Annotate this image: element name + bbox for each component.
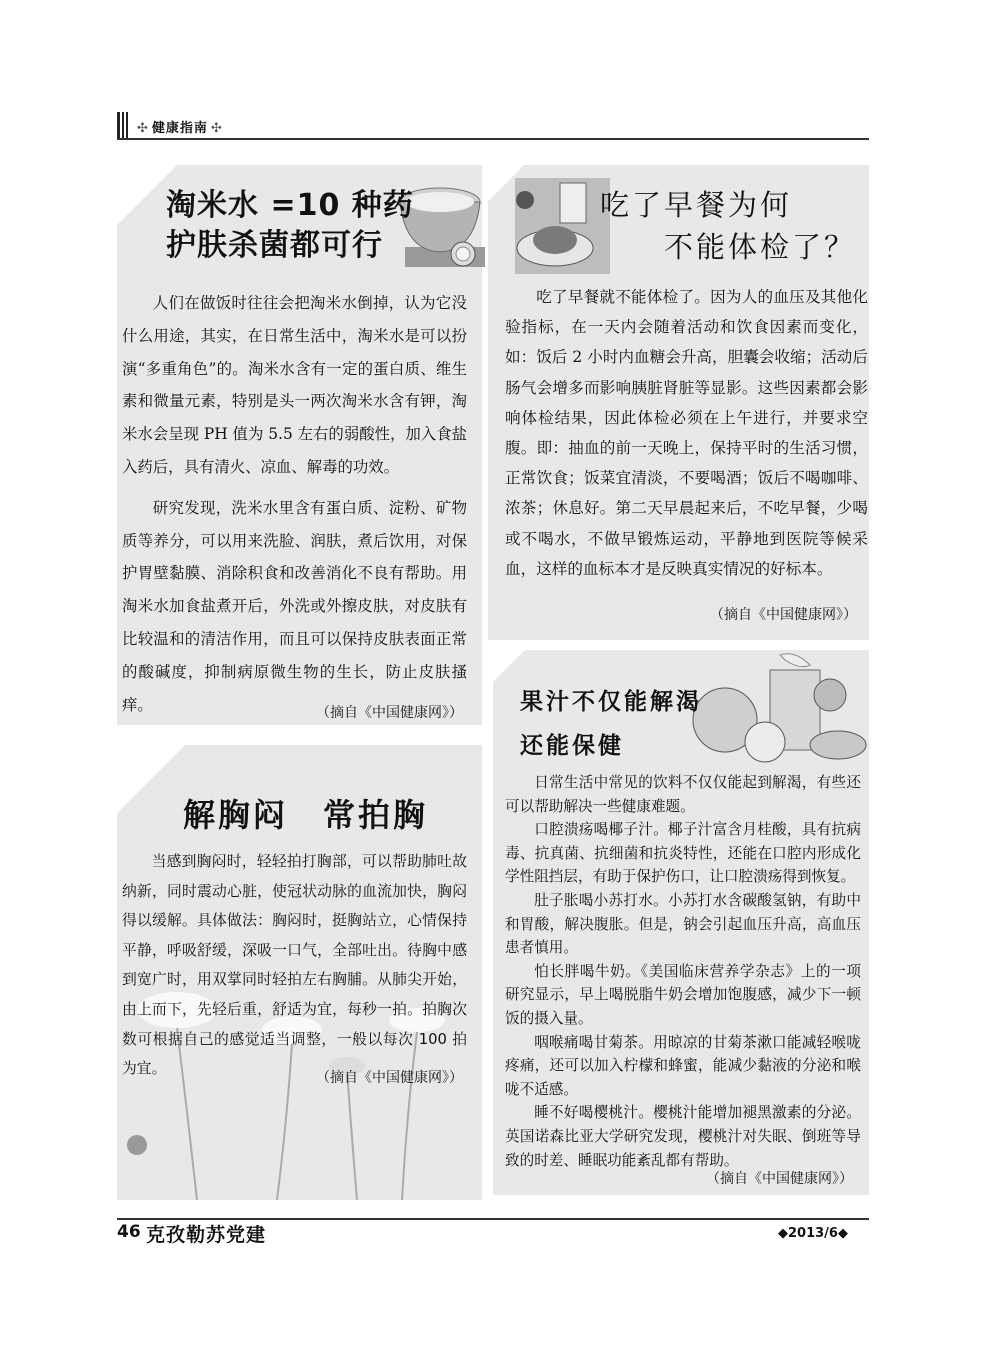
article1-source: （摘自《中国健康网》） (316, 705, 463, 721)
article1-title-line1: 淘米水 =10 种药 (166, 188, 414, 223)
section-title: 健康指南 (151, 121, 208, 136)
paragraph: 肚子胀喝小苏打水。小苏打水含碳酸氢钠，有助中和胃酸，解决腹胀。但是，钠会引起血压升高，高血压患者慎用。 (505, 891, 861, 957)
article4-title-line1: 果汁不仅能解渴 (520, 689, 702, 715)
issue-date: ◆2013/6◆ (778, 1226, 848, 1241)
paragraph: 口腔溃疡喝椰子汁。椰子汁富含月桂酸，具有抗病毒、抗真菌、抗细菌和抗炎特性，还能在口腔内形成化学性阻挡层，有助于保护伤口，让口腔溃疡得到恢复。 (505, 821, 861, 886)
article1-title-line2: 护肤杀菌都可行 (166, 228, 383, 263)
header-bars (117, 112, 131, 138)
article2-title (600, 184, 870, 268)
article2-body (505, 282, 868, 584)
header-rule (117, 138, 869, 140)
ornament-icon: ✣ (137, 121, 149, 136)
paragraph: 怕长胖喝牛奶。《美国临床营养学杂志》上的一项研究显示，早上喝脱脂牛奶会增加饱腹感，减少下一顿饭的摄入量。 (505, 962, 861, 1027)
article4-source: （摘自《中国健康网》） (706, 1171, 853, 1187)
article2-title-line1: 吃了早餐为何 (600, 188, 793, 222)
panel-corner (117, 745, 185, 813)
article3-body (122, 847, 467, 1084)
juice-illustration (690, 650, 870, 765)
article1-title (166, 186, 414, 266)
panel-corner (493, 650, 525, 682)
article3-source: （摘自《中国健康网》） (316, 1070, 463, 1086)
paragraph: 咽喉痛喝甘菊茶。用晾凉的甘菊茶漱口能减轻喉咙疼痛，还可以加入柠檬和蜂蜜，能减少黏液的分泌和喉咙不适感。 (505, 1033, 861, 1098)
article3-title: 解胸闷 常拍胸 (183, 796, 429, 834)
paragraph: 当感到胸闷时，轻轻拍打胸部，可以帮助肺吐故纳新，同时震动心脏，使冠状动脉的血流加快，胸闷得以缓解。具体做法：胸闷时，挺胸站立，心情保持平静，呼吸舒缓，深吸一口气，全部吐出。待胸中感到宽广时，用双掌同时轻拍左右胸脯。从肺尖开始，由上而下，先轻后重，舒适为宜，每秒一拍。拍胸次数可根据自己的感觉适当调整，一般以每次 100 拍为宜。 (122, 853, 467, 1078)
article4-title (520, 680, 702, 768)
page-number: 46 (117, 1222, 141, 1242)
article4-title-line2: 还能保健 (520, 733, 624, 759)
breakfast-illustration (515, 178, 610, 274)
article1-body (122, 287, 467, 721)
section-header (134, 117, 226, 136)
article2-title-line2: 不能体检了？ (664, 230, 857, 264)
paragraph: 研究发现，洗米水里含有蛋白质、淀粉、矿物质等养分，可以用来洗脸、润肤，煮后饮用，对保护胃壁黏膜、消除积食和改善消化不良有帮助。用淘米水加食盐煮开后，外洗或外擦皮肤，对皮肤有比较温和的清洁作用，而且可以保持皮肤表面正常的酸碱度，抑制病原微生物的生长，防止皮肤搔痒。 (122, 498, 467, 714)
article2-source: （摘自《中国健康网》） (710, 607, 857, 623)
article4-body (505, 771, 861, 1172)
paragraph: 日常生活中常见的饮料不仅仅能起到解渴，有些还可以帮助解决一些健康难题。 (505, 774, 861, 815)
paragraph: 睡不好喝樱桃汁。樱桃汁能增加褪黑激素的分泌。英国诺森比亚大学研究发现，樱桃汁对失眠、倒班等导致的时差、睡眠功能紊乱都有帮助。 (505, 1104, 861, 1169)
magazine-name: 克孜勒苏党建 (146, 1224, 267, 1246)
paragraph: 人们在做饭时往往会把淘米水倒掉，认为它没什么用途，其实，在日常生活中，淘米水是可以扮演“多重角色”的。淘米水含有一定的蛋白质、维生素和微量元素，特别是头一两次淘米水含有钾，淘米水会呈现 PH 值为 5.5 左右的弱酸性，加入食盐入药后，具有清火、凉血、解毒的功效。 (122, 294, 467, 476)
paragraph: 吃了早餐就不能体检了。因为人的血压及其他化验指标，在一天内会随着活动和饮食因素而变化，如：饭后 2 小时内血糖会升高，胆囊会收缩；活动后肠气会增多而影响胰脏肾脏等显影。这些因素都会影响体检结果，因此体检必须在上午进行，并要求空腹。即：抽血的前一天晚上，保持平时的生活习惯，正常饮食；饭菜宜清淡，不要喝酒；饭后不喝咖啡、浓茶；休息好。第二天早晨起来后，不吃早餐，少喝或不喝水，不做早锻炼运动，平静地到医院等候采血，这样的血标本才是反映真实情况的好标本。 (505, 288, 868, 578)
ornament-icon: ✣ (210, 121, 223, 136)
